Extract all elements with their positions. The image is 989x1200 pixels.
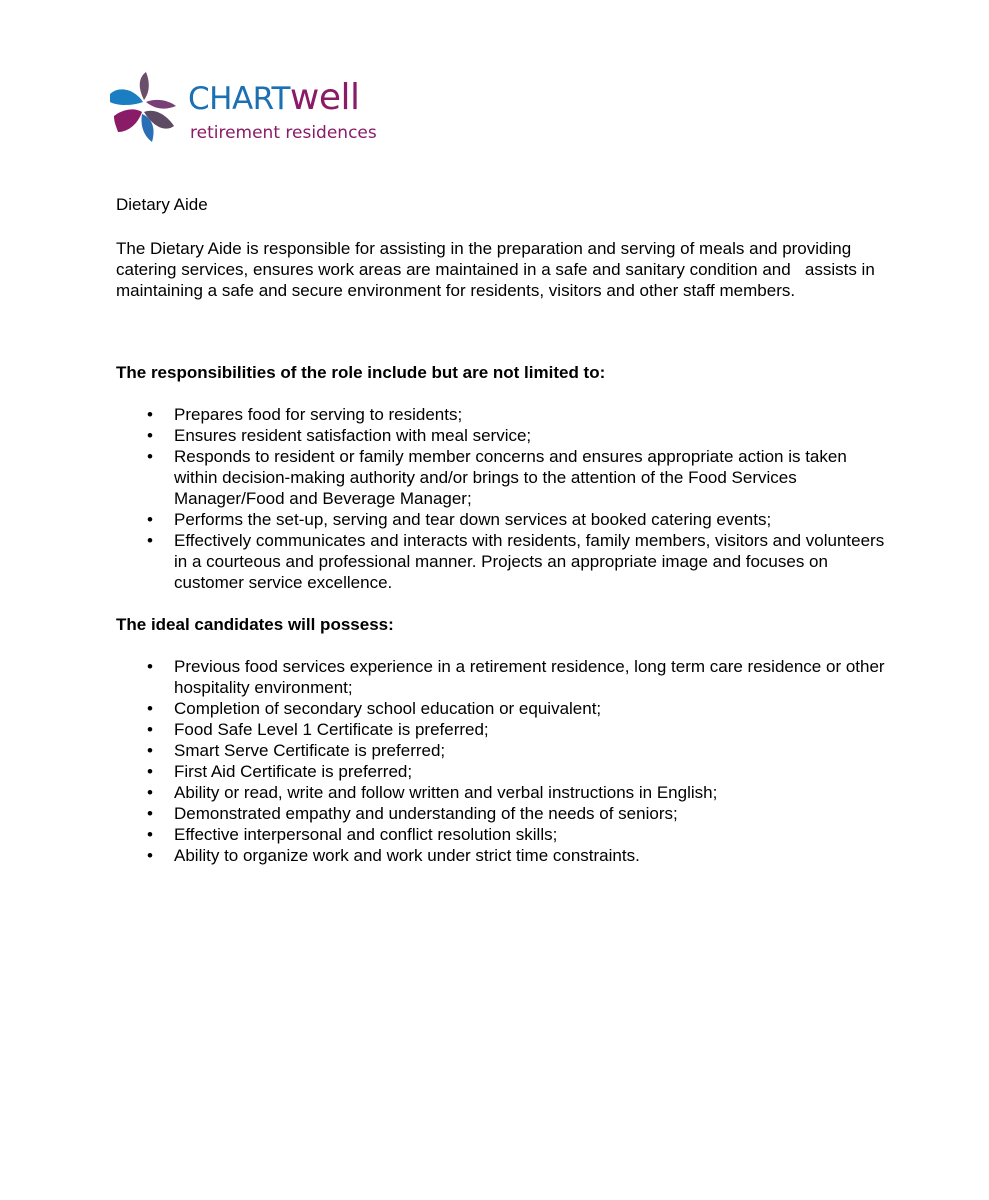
- bullet-icon: •: [147, 657, 153, 676]
- list-item: [116, 530, 886, 593]
- bullet-icon: •: [147, 720, 153, 739]
- bullet-icon: •: [147, 447, 153, 466]
- bullet-icon: •: [147, 804, 153, 823]
- list-item: [116, 782, 886, 803]
- list-item: [116, 803, 886, 824]
- list-item-text: Ensures resident satisfaction with meal service;: [174, 426, 532, 445]
- bullet-icon: •: [147, 531, 153, 550]
- list-item-text: Effectively communicates and interacts with residents, family members, visitors and volunteers in a courteous and professional manner. Projects an appropriate image and focuses on customer service excellence.: [174, 531, 885, 592]
- qualifications-heading: The ideal candidates will possess:: [116, 615, 394, 634]
- list-item: [116, 656, 886, 698]
- list-item: [116, 404, 886, 425]
- bullet-icon: •: [147, 426, 153, 445]
- list-item: [116, 740, 886, 761]
- bullet-icon: •: [147, 762, 153, 781]
- list-item-text: Completion of secondary school education or equivalent;: [174, 699, 602, 718]
- list-item-text: Performs the set-up, serving and tear down services at booked catering events;: [174, 510, 772, 529]
- list-item: [116, 761, 886, 782]
- qualifications-list: [116, 656, 886, 866]
- brand-tagline: retirement residences: [190, 123, 377, 143]
- list-item-text: Previous food services experience in a retirement residence, long term care residence or other hospitality environment;: [174, 657, 885, 697]
- list-item: [116, 425, 886, 446]
- bullet-icon: •: [147, 405, 153, 424]
- list-item-text: Responds to resident or family member concerns and ensures appropriate action is taken within decision-making authority and/or brings to the attention of the Food Services Manager/Food and Beverage Manager;: [174, 447, 847, 508]
- list-item: [116, 509, 886, 530]
- list-item: [116, 824, 886, 845]
- list-item: [116, 446, 886, 509]
- intro-paragraph: The Dietary Aide is responsible for assisting in the preparation and serving of meals and providing catering services, ensures work areas are maintained in a safe and sanitary condition and assists in maintaining a safe and secure environment for residents, visitors and other staff members.: [116, 239, 880, 300]
- list-item-text: First Aid Certificate is preferred;: [174, 762, 413, 781]
- bullet-icon: •: [147, 699, 153, 718]
- responsibilities-heading: The responsibilities of the role include but are not limited to:: [116, 363, 606, 382]
- list-item-text: Effective interpersonal and conflict resolution skills;: [174, 825, 558, 844]
- brand-name-part1: CHART: [188, 81, 290, 117]
- document-body: [116, 194, 886, 866]
- bullet-icon: •: [147, 783, 153, 802]
- chartwell-butterfly-logo-icon: [108, 72, 180, 146]
- list-item-text: Ability to organize work and work under strict time constraints.: [174, 846, 640, 865]
- bullet-icon: •: [147, 846, 153, 865]
- list-item: [116, 845, 886, 866]
- bullet-icon: •: [147, 825, 153, 844]
- bullet-icon: •: [147, 510, 153, 529]
- list-item: [116, 719, 886, 740]
- list-item: [116, 698, 886, 719]
- list-item-text: Food Safe Level 1 Certificate is preferred;: [174, 720, 489, 739]
- list-item-text: Ability or read, write and follow written and verbal instructions in English;: [174, 783, 718, 802]
- brand-name-part2: well: [289, 77, 360, 118]
- company-logo: [108, 72, 398, 146]
- bullet-icon: •: [147, 741, 153, 760]
- list-item-text: Smart Serve Certificate is preferred;: [174, 741, 446, 760]
- document-title: Dietary Aide: [116, 195, 208, 214]
- brand-name: [188, 78, 360, 119]
- list-item-text: Prepares food for serving to residents;: [174, 405, 463, 424]
- list-item-text: Demonstrated empathy and understanding of the needs of seniors;: [174, 804, 678, 823]
- responsibilities-list: [116, 404, 886, 593]
